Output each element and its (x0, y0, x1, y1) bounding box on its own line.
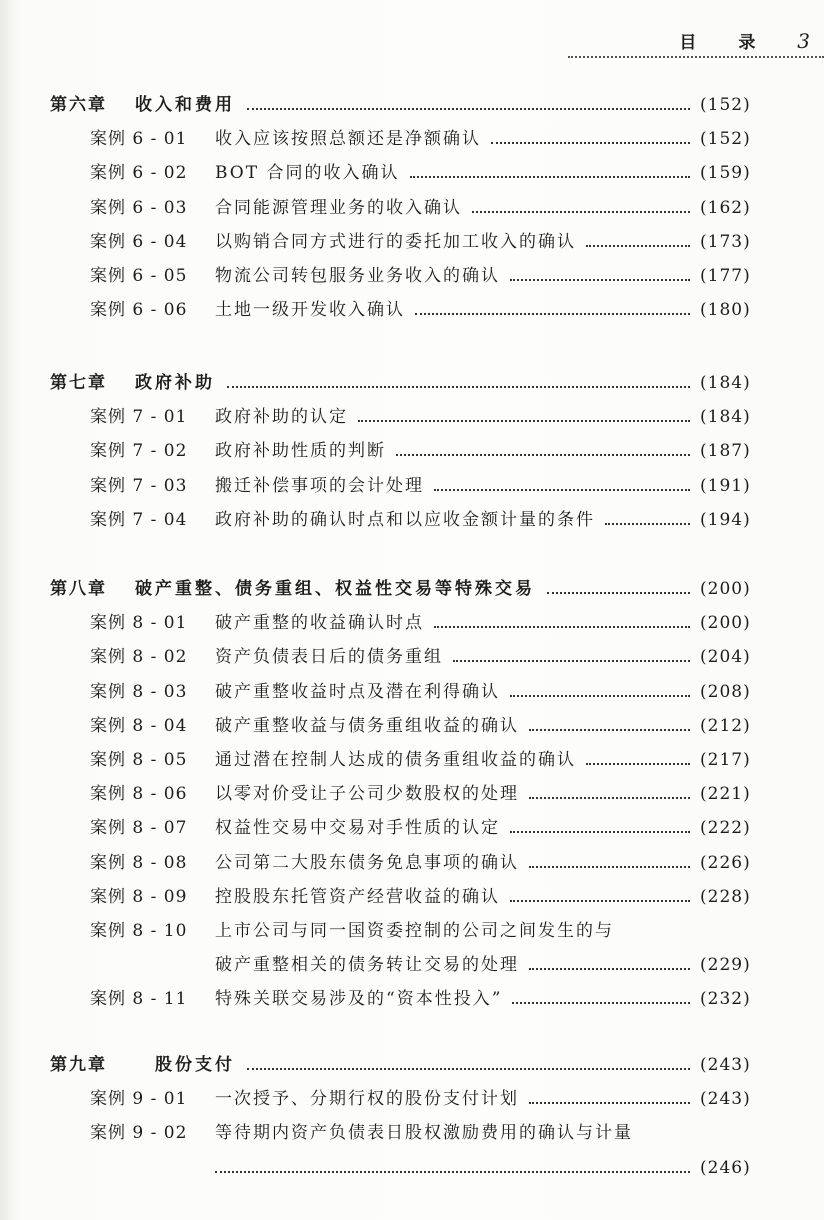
case-code: 案例 6 - 06 (90, 300, 188, 321)
case-row[interactable] (0, 193, 824, 223)
case-code: 案例 8 - 11 (90, 989, 188, 1010)
case-title: 土地一级开发收入确认 (215, 300, 405, 321)
page-number: (212) (700, 715, 751, 736)
case-row[interactable] (0, 608, 824, 638)
dot-leader (510, 831, 690, 833)
case-code: 案例 6 - 03 (90, 197, 188, 218)
dot-leader (586, 763, 690, 765)
dot-leader (472, 211, 690, 213)
case-code: 案例 7 - 04 (90, 509, 188, 530)
dot-leader (586, 245, 690, 247)
case-code: 案例 8 - 10 (90, 921, 188, 941)
case-title: 以零对价受让子公司少数股权的处理 (215, 784, 519, 805)
case-title: 上市公司与同一国资委控制的公司之间发生的与 (215, 921, 614, 941)
dot-leader (434, 489, 690, 491)
page-number: (173) (700, 231, 751, 252)
chapter-label: 第七章 (50, 373, 107, 393)
page-number: (152) (700, 129, 751, 150)
chapter-label: 第八章 (50, 579, 107, 599)
running-header (679, 28, 810, 53)
case-code: 案例 6 - 02 (90, 163, 188, 184)
page-number: (184) (700, 373, 751, 393)
case-code: 案例 8 - 09 (90, 886, 188, 907)
case-code: 案例 8 - 01 (90, 613, 188, 634)
dot-leader (491, 142, 690, 144)
dot-leader (529, 729, 690, 731)
page-number: (229) (700, 955, 751, 976)
dot-leader (415, 313, 690, 315)
chapter-heading-row[interactable] (0, 574, 824, 604)
case-title: 合同能源管理业务的收入确认 (215, 197, 462, 218)
case-code: 案例 9 - 02 (90, 1123, 188, 1144)
page-number: (187) (700, 441, 751, 462)
dot-leader (605, 523, 690, 525)
dot-leader (410, 176, 691, 178)
case-row[interactable] (0, 745, 824, 775)
header-rule (568, 56, 824, 58)
case-row[interactable] (0, 813, 824, 843)
case-title: 等待期内资产负债表日股权激励费用的确认与计量 (215, 1123, 633, 1144)
chapter-title: 政府补助 (135, 373, 215, 393)
case-row[interactable] (0, 227, 824, 257)
case-title: 特殊关联交易涉及的“资本性投入” (215, 989, 503, 1010)
case-title: BOT 合同的收入确认 (215, 163, 400, 184)
case-row[interactable] (0, 158, 824, 188)
dot-leader (358, 420, 690, 422)
chapter-title: 收入和费用 (135, 95, 235, 115)
case-code: 案例 7 - 01 (90, 407, 188, 428)
case-row[interactable] (0, 779, 824, 809)
page-number: (194) (700, 509, 751, 530)
case-code: 案例 8 - 06 (90, 784, 188, 805)
case-row[interactable] (0, 1084, 824, 1114)
dot-leader (529, 1102, 690, 1104)
case-title: 破产重整的收益确认时点 (215, 613, 424, 634)
case-row[interactable] (0, 642, 824, 672)
dot-leader (247, 1068, 690, 1070)
page-number: (221) (700, 784, 751, 805)
case-row[interactable] (0, 261, 824, 291)
case-title: 一次授予、分期行权的股份支付计划 (215, 1089, 519, 1110)
case-code: 案例 8 - 04 (90, 715, 188, 736)
case-row[interactable] (0, 984, 824, 1014)
case-title: 资产负债表日后的债务重组 (215, 647, 443, 668)
dot-leader (547, 592, 690, 594)
case-row[interactable] (0, 916, 824, 946)
case-title: 搬迁补偿事项的会计处理 (215, 475, 424, 496)
case-code: 案例 8 - 08 (90, 852, 188, 873)
case-title: 物流公司转包服务业务收入的确认 (215, 266, 500, 286)
chapter-heading-row[interactable] (0, 90, 824, 120)
case-title: 政府补助的认定 (215, 407, 348, 428)
case-title: 破产重整收益时点及潜在利得确认 (215, 681, 500, 702)
case-row[interactable] (0, 677, 824, 707)
case-title: 以购销合同方式进行的委托加工收入的确认 (215, 231, 576, 252)
dot-leader (434, 626, 690, 628)
case-row[interactable] (0, 1118, 824, 1148)
case-title: 收入应该按照总额还是净额确认 (215, 129, 481, 150)
case-row[interactable] (0, 295, 824, 325)
page-number: (177) (700, 266, 751, 286)
page-number: (159) (700, 163, 751, 184)
page-number: (152) (700, 95, 751, 115)
page-number: (184) (700, 407, 751, 428)
page-number: (217) (700, 750, 751, 770)
case-title: 政府补助性质的判断 (215, 441, 386, 462)
page-number: (191) (700, 475, 751, 496)
dot-leader (396, 454, 690, 456)
page-number: (243) (700, 1089, 751, 1110)
case-title-continued: 破产重整相关的债务转让交易的处理 (215, 955, 519, 976)
dot-leader (510, 695, 690, 697)
case-title: 权益性交易中交易对手性质的认定 (215, 818, 500, 839)
chapter-heading-row[interactable] (0, 368, 824, 398)
dot-leader (510, 900, 690, 902)
case-code: 案例 8 - 07 (90, 818, 188, 839)
case-row[interactable] (0, 711, 824, 741)
case-title: 政府补助的确认时点和以应收金额计量的条件 (215, 509, 595, 530)
case-code: 案例 6 - 04 (90, 231, 188, 252)
dot-leader (529, 866, 690, 868)
dot-leader (215, 1171, 690, 1173)
page-number: (200) (700, 579, 751, 599)
dot-leader (512, 1002, 690, 1004)
page-number: (200) (700, 613, 751, 634)
case-code: 案例 8 - 03 (90, 681, 188, 702)
case-row[interactable] (0, 882, 824, 912)
case-row[interactable] (0, 436, 824, 466)
header-page-number: 3 (797, 29, 810, 53)
case-row[interactable] (0, 848, 824, 878)
chapter-heading-row[interactable] (0, 1050, 824, 1080)
case-code: 案例 8 - 02 (90, 647, 188, 668)
chapter-label: 第九章 (50, 1055, 107, 1075)
dot-leader (529, 968, 690, 970)
case-code: 案例 7 - 02 (90, 441, 188, 462)
chapter-title: 破产重整、债务重组、权益性交易等特殊交易 (135, 579, 535, 599)
dot-leader (529, 797, 690, 799)
page-number: (162) (700, 197, 751, 218)
page-number: (228) (700, 886, 751, 907)
page-number: (180) (700, 300, 751, 321)
chapter-label: 第六章 (50, 95, 107, 115)
dot-leader (247, 108, 690, 110)
case-row-continuation (0, 950, 824, 980)
case-code: 案例 9 - 01 (90, 1089, 188, 1110)
dot-leader (453, 660, 690, 662)
case-row[interactable] (0, 402, 824, 432)
page-number: (243) (700, 1055, 751, 1075)
page-number: (246) (700, 1157, 751, 1178)
case-row[interactable] (0, 505, 824, 535)
page-number: (204) (700, 647, 751, 668)
case-code: 案例 8 - 05 (90, 750, 188, 770)
case-row-continuation (0, 1153, 824, 1183)
page-number: (232) (700, 989, 751, 1010)
case-title: 破产重整收益与债务重组收益的确认 (215, 715, 519, 736)
case-code: 案例 6 - 05 (90, 266, 188, 286)
case-row[interactable] (0, 471, 824, 501)
case-code: 案例 7 - 03 (90, 475, 188, 496)
case-title: 控股股东托管资产经营收益的确认 (215, 886, 500, 907)
case-title: 公司第二大股东债务免息事项的确认 (215, 852, 519, 873)
case-title: 通过潜在控制人达成的债务重组收益的确认 (215, 750, 576, 770)
header-label: 目 录 (679, 33, 774, 53)
page-number: (208) (700, 681, 751, 702)
page-number: (222) (700, 818, 751, 839)
case-row[interactable] (0, 124, 824, 154)
page-number: (226) (700, 852, 751, 873)
chapter-title: 股份支付 (155, 1055, 235, 1075)
case-code: 案例 6 - 01 (90, 129, 188, 150)
dot-leader (510, 279, 690, 281)
dot-leader (227, 386, 690, 388)
